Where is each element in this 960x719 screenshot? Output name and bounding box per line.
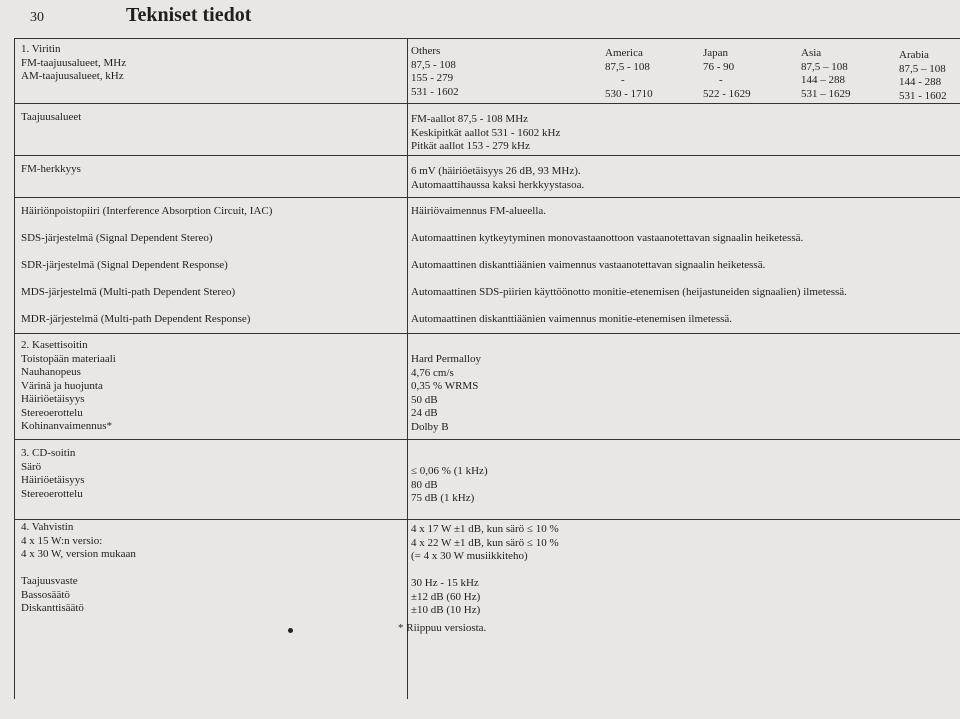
sensitivity-row: [15, 155, 960, 198]
spec-value: ≤ 0,06 % (1 kHz): [411, 465, 488, 477]
spec-label: 4 x 15 W:n versio:: [21, 534, 103, 547]
section-heading: 3. CD-soitin: [21, 447, 76, 459]
spec-value: Automaattinen diskanttiäänien vaimennus monitie-etenemisen ilmetessä.: [411, 313, 733, 325]
spacer: [21, 562, 396, 576]
spec-label: MDS-järjestelmä (Multi-path Dependent Stereo): [21, 286, 236, 298]
region-value: 87,5 - 108: [605, 60, 650, 73]
cassette-labels: [21, 339, 396, 434]
spec-label: Toistopään materiaali: [21, 352, 116, 365]
spec-label: Kohinanvaimennus*: [21, 420, 113, 432]
section-heading: 4. Vahvistin: [21, 521, 74, 533]
spec-value: 0,35 % WRMS: [411, 380, 479, 392]
region-column-japan: [703, 47, 751, 101]
spec-value: 6 mV (häiriöetäisyys 26 dB, 93 MHz).: [411, 165, 581, 177]
tuner-labels: [21, 43, 396, 84]
cassette-values: [411, 353, 960, 434]
region-value: 531 - 1602: [899, 89, 947, 102]
page-title: Tekniset tiedot: [126, 4, 252, 26]
footnote: * Riippuu versiosta.: [398, 622, 487, 634]
region-value: 144 - 288: [899, 76, 942, 88]
spec-label: Taajuusalueet: [21, 111, 82, 123]
spec-value: ±10 dB (10 Hz): [411, 604, 481, 616]
spec-value: 75 dB (1 kHz): [411, 492, 475, 504]
spec-label: Nauhanopeus: [21, 366, 81, 378]
region-name: Arabia: [899, 49, 929, 61]
region-value: 87,5 – 108: [899, 62, 946, 75]
spec-label: SDS-järjestelmä (Signal Dependent Stereo): [21, 232, 213, 244]
spec-label: Särö: [21, 460, 42, 473]
region-name: America: [605, 47, 643, 59]
spec-value: 24 dB: [411, 407, 438, 419]
region-value: -: [621, 74, 625, 86]
bands-label: [21, 111, 396, 125]
spec-label: Diskanttisäätö: [21, 602, 84, 614]
bands-row: [15, 103, 960, 156]
region-value: 87,5 - 108: [411, 58, 456, 71]
spec-value: Keskipitkät aallot 531 - 1602 kHz: [411, 126, 561, 139]
spec-label: Taajuusvaste: [21, 575, 78, 587]
region-value: 76 - 90: [703, 60, 735, 73]
bullet-dot: [288, 628, 293, 633]
spacer: [411, 564, 960, 578]
amplifier-section: [15, 519, 960, 719]
spec-label: Stereoerottelu: [21, 487, 83, 500]
spec-value: Automaattinen kytkeytyminen monovastaanottoon vastaanotettavan signaalin heiketessä.: [411, 232, 804, 244]
spec-value: 30 Hz - 15 kHz: [411, 577, 479, 589]
spec-table: [14, 38, 960, 699]
region-column-asia: [801, 47, 851, 101]
region-value: 144 – 288: [801, 74, 845, 86]
spec-label: SDR-järjestelmä (Signal Dependent Response): [21, 259, 228, 271]
region-value: 530 - 1710: [605, 87, 653, 100]
cassette-section: [15, 333, 960, 440]
spec-label: Häiriöetäisyys: [21, 474, 85, 486]
spec-value: 4 x 17 W ±1 dB, kun särö ≤ 10 %: [411, 523, 559, 535]
region-value: 531 – 1629: [801, 87, 851, 100]
spec-value: 80 dB: [411, 478, 438, 491]
sensitivity-values: [411, 165, 960, 192]
circuit-row-sds: [15, 224, 960, 251]
circuit-row-mdr: [15, 305, 960, 332]
spec-label: Värinä ja huojunta: [21, 379, 103, 392]
sensitivity-label: [21, 163, 396, 177]
region-value: -: [719, 74, 723, 86]
spec-value: 50 dB: [411, 393, 438, 406]
circuit-row-sdr: [15, 251, 960, 278]
spec-value: 4 x 22 W ±1 dB, kun särö ≤ 10 %: [411, 536, 559, 549]
spec-value: 4,76 cm/s: [411, 366, 454, 379]
spec-label: Häiriöetäisyys: [21, 393, 85, 405]
cd-values: [411, 465, 960, 506]
spec-label: Bassosäätö: [21, 588, 70, 601]
region-value: 531 - 1602: [411, 85, 459, 98]
section-heading: 1. Viritin: [21, 43, 61, 55]
spec-label: MDR-järjestelmä (Multi-path Dependent Response): [21, 313, 251, 325]
region-value: 87,5 – 108: [801, 60, 848, 73]
spec-label: Häiriönpoistopiiri (Interference Absorption Circuit, IAC): [21, 205, 273, 217]
tuner-section: [15, 39, 960, 104]
spec-value: Hard Permalloy: [411, 353, 481, 365]
region-value: 522 - 1629: [703, 87, 751, 100]
region-column-arabia: [899, 49, 947, 103]
spec-value: FM-aallot 87,5 - 108 MHz: [411, 113, 529, 125]
region-column-america: [605, 47, 653, 101]
region-name: Japan: [703, 47, 729, 59]
circuit-row-iac: [15, 197, 960, 224]
region-name: Others: [411, 45, 441, 57]
cd-section: [15, 439, 960, 520]
section-heading: 2. Kasettisoitin: [21, 339, 88, 351]
spec-label: Stereoerottelu: [21, 406, 83, 419]
spec-value: ±12 dB (60 Hz): [411, 590, 481, 603]
region-value: 155 - 279: [411, 72, 454, 84]
spec-value: Automaattinen SDS-piirien käyttöönotto monitie-etenemisen (heijastuneiden signaalien) ilmetessä.: [411, 286, 847, 298]
amplifier-labels: [21, 521, 396, 616]
circuit-row-mds: [15, 278, 960, 305]
spec-value: Häiriövaimennus FM-alueella.: [411, 205, 547, 217]
spec-label: AM-taajuusalueet, kHz: [21, 70, 124, 82]
cd-labels: [21, 447, 396, 501]
spec-value: Dolby B: [411, 420, 449, 433]
bands-values: [411, 113, 960, 154]
spec-value: Automaattinen diskanttiäänien vaimennus vastaanotettavan signaalin heiketessä.: [411, 259, 766, 271]
spec-value: Automaattihaussa kaksi herkkyystasoa.: [411, 178, 585, 191]
page-number: 30: [30, 10, 44, 25]
region-column-others: [411, 45, 459, 99]
region-name: Asia: [801, 47, 822, 59]
amplifier-values: [411, 523, 960, 618]
spec-value: Pitkät aallot 153 - 279 kHz: [411, 140, 530, 152]
spec-label: FM-taajuusalueet, MHz: [21, 56, 127, 69]
circuits-section: [15, 197, 960, 334]
spec-value: (= 4 x 30 W musiikkiteho): [411, 550, 528, 562]
spec-label: 4 x 30 W, version mukaan: [21, 548, 136, 560]
spec-label: FM-herkkyys: [21, 163, 81, 175]
